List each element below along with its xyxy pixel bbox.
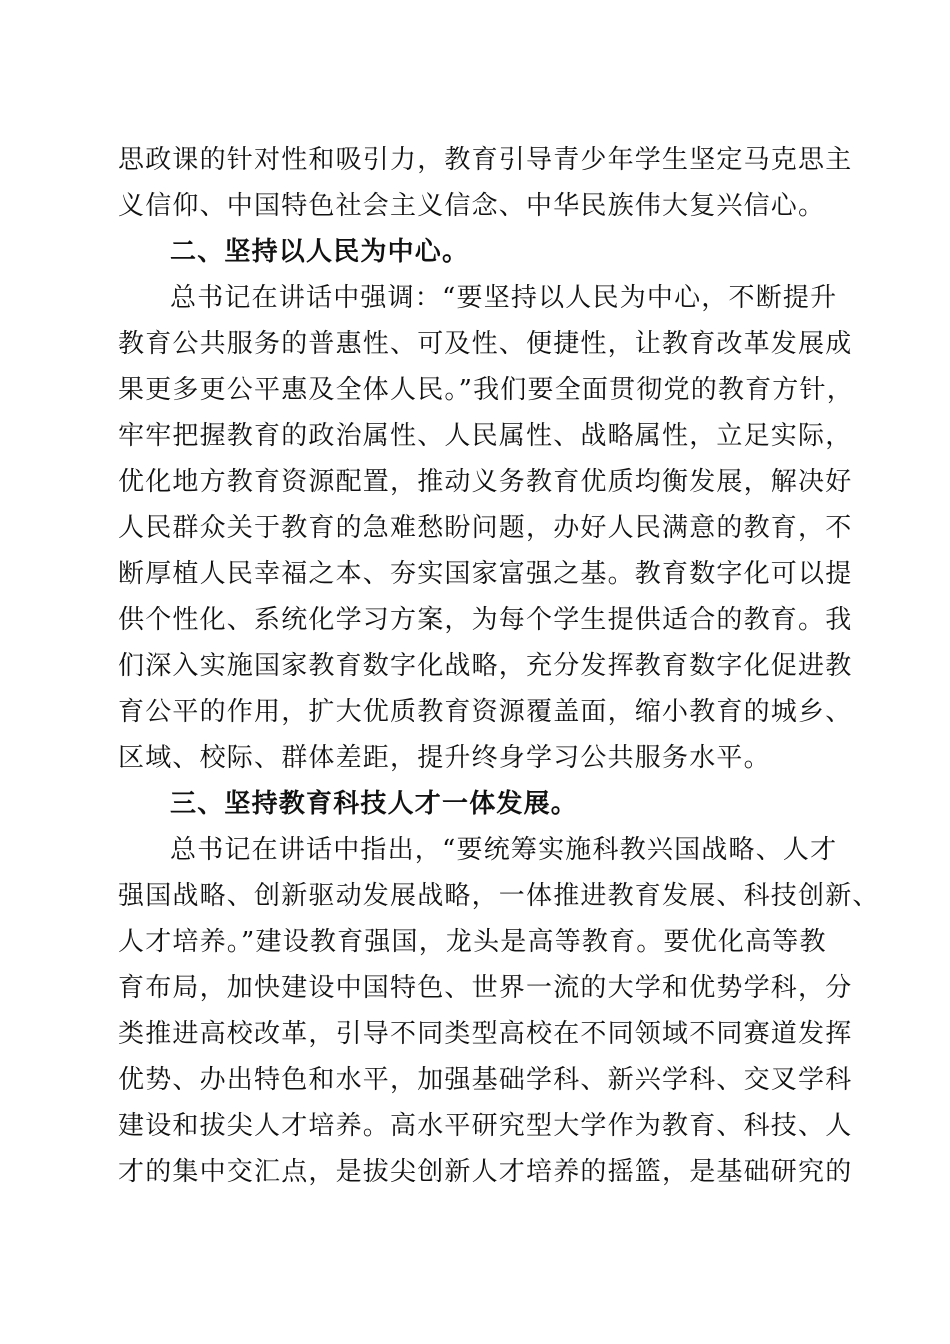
text-line: 果更多更公平惠及全体人民。”我们要全面贯彻党的教育方针， — [118, 375, 854, 405]
text-line: 供个性化、系统化学习方案，为每个学生提供适合的教育。我 — [118, 605, 853, 635]
text-line: 育公平的作用，扩大优质教育资源覆盖面，缩小教育的城乡、 — [118, 697, 853, 727]
text-line: 建设和拔尖人才培养。高水平研究型大学作为教育、科技、人 — [118, 1111, 853, 1141]
text-line: 思政课的针对性和吸引力，教育引导青少年学生坚定马克思主 — [118, 145, 853, 175]
text-line: 区域、校际、群体差距，提升终身学习公共服务水平。 — [118, 743, 771, 773]
text-line: 人才培养。”建设教育强国，龙头是高等教育。要优化高等教 — [118, 927, 827, 957]
text-line: 类推进高校改革，引导不同类型高校在不同领域不同赛道发挥 — [118, 1019, 853, 1049]
text-line: 强国战略、创新驱动发展战略，一体推进教育发展、科技创新、 — [118, 881, 880, 911]
text-line: 牢牢把握教育的政治属性、人民属性、战略属性，立足实际， — [118, 421, 853, 451]
text-line: 育布局，加快建设中国特色、世界一流的大学和优势学科，分 — [118, 973, 853, 1003]
section-heading-3: 三、坚持教育科技人才一体发展。 — [170, 789, 579, 819]
text-line: 义信仰、中国特色社会主义信念、中华民族伟大复兴信心。 — [118, 191, 826, 221]
section-heading-2: 二、坚持以人民为中心。 — [170, 237, 470, 267]
text-line: 优化地方教育资源配置，推动义务教育优质均衡发展，解决好 — [118, 467, 853, 497]
text-line: 断厚植人民幸福之本、夯实国家富强之基。教育数字化可以提 — [118, 559, 853, 589]
text-line: 人民群众关于教育的急难愁盼问题，办好人民满意的教育，不 — [118, 513, 853, 543]
text-line: 们深入实施国家教育数字化战略，充分发挥教育数字化促进教 — [118, 651, 853, 681]
text-line: 教育公共服务的普惠性、可及性、便捷性，让教育改革发展成 — [118, 329, 853, 359]
text-line: 总书记在讲话中指出，“要统筹实施科教兴国战略、人才 — [170, 835, 838, 865]
text-line: 优势、办出特色和水平，加强基础学科、新兴学科、交叉学科 — [118, 1065, 853, 1095]
text-line: 总书记在讲话中强调：“要坚持以人民为中心，不断提升 — [170, 283, 838, 313]
text-line: 才的集中交汇点，是拔尖创新人才培养的摇篮，是基础研究的 — [118, 1157, 853, 1187]
